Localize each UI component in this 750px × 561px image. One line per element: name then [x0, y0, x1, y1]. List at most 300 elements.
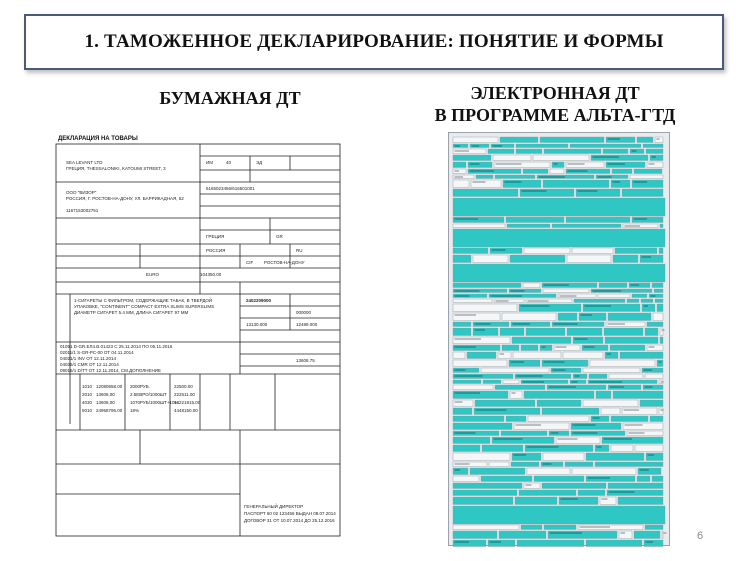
field-text: [493, 146, 503, 147]
form-field: [453, 189, 518, 197]
field-text: [542, 347, 546, 348]
form-field: [567, 328, 602, 336]
docs-line-3: 04021/1 INV ОТ 12.11.2014: [60, 356, 116, 361]
field-text: [512, 393, 516, 394]
field-text: [539, 177, 566, 178]
form-field: [453, 180, 469, 188]
form-field: [526, 328, 565, 336]
form-field: [596, 391, 611, 399]
form-field: [599, 283, 627, 288]
field-text: [593, 157, 620, 158]
field-text: [473, 182, 486, 183]
form-field: [583, 368, 640, 373]
field-text: [558, 439, 578, 440]
form-field: [516, 144, 568, 148]
form-field: [524, 248, 570, 254]
form-field: [467, 352, 496, 359]
form-field: [572, 248, 613, 254]
field-text: [455, 291, 480, 292]
field-text: [455, 177, 464, 178]
form-field: [453, 506, 665, 524]
form-field: [622, 408, 657, 415]
form-field: [501, 431, 547, 436]
form-field: [565, 462, 593, 467]
form-field: [602, 437, 663, 444]
form-field: [542, 483, 606, 489]
item-description-2: УПАКОВКЕ, "CONTINENT" COMPACT EXTRA SLIMS SUPERSLIMS: [74, 304, 215, 309]
form-field: [453, 217, 504, 223]
form-field: [510, 391, 522, 399]
form-field: [595, 462, 663, 467]
form-field: [500, 328, 524, 336]
field-text: [625, 226, 641, 227]
payment-sum: 14221915.00: [174, 400, 201, 405]
form-field: [542, 360, 588, 367]
form-field: [493, 155, 531, 161]
field-text: [505, 182, 522, 183]
form-field: [534, 476, 584, 482]
form-field: [542, 408, 599, 415]
field-text: [644, 306, 649, 307]
field-text: [613, 182, 621, 183]
field-text: [553, 370, 566, 371]
form-field: [647, 345, 663, 351]
field-text: [649, 164, 655, 165]
payment-sum: 22500.00: [174, 384, 193, 389]
form-field: [613, 391, 663, 399]
field-text: [661, 410, 664, 411]
paper-declaration-image: [50, 134, 346, 540]
field-text: [602, 499, 608, 500]
electronic-dt-heading-line2: В ПРОГРАММЕ АЛЬТА-ГТД: [434, 105, 676, 125]
item-description-1: 1-СИГАРЕТЫ С ФИЛЬТРОМ, СОДЕРЖАЩИЕ ТАБАК, В ТВЕРДОЙ: [74, 298, 213, 303]
form-field: [572, 468, 636, 475]
form-field: [533, 155, 589, 161]
form-field: [586, 453, 644, 461]
electronic-declaration-image: [448, 132, 670, 546]
field-text: [590, 382, 623, 383]
field-text: [651, 296, 656, 297]
form-field: [453, 229, 665, 247]
form-field: [634, 531, 660, 539]
field-text: [544, 285, 570, 286]
form-field: [552, 224, 621, 228]
form-field: [482, 445, 523, 452]
form-field: [524, 483, 540, 489]
field-text: [554, 324, 578, 325]
form-field: [453, 155, 491, 161]
form-field: [453, 531, 497, 539]
form-field: [453, 322, 471, 327]
decl-form: ЭД: [256, 160, 263, 165]
form-field: [586, 540, 642, 547]
form-field: [646, 149, 663, 154]
form-field: [543, 453, 584, 461]
form-field: [453, 400, 473, 407]
field-text: [608, 139, 621, 140]
docs-line-2: 02011/1 S-GR-PC-00 ОТ 04.11.2014: [60, 350, 134, 355]
form-field: [453, 423, 512, 430]
field-text: [455, 433, 476, 434]
form-field: [660, 224, 663, 228]
field-text: [551, 433, 559, 434]
form-field: [657, 360, 663, 367]
form-field: [640, 400, 663, 407]
docs-line-1: 01051 D-GR.ЕЛ4.В.01423 С 25.11.2014 ПО 05.11.2016: [60, 344, 173, 349]
field-text: [609, 492, 635, 493]
receiver-name: ООО "ВИЗОР": [66, 190, 97, 195]
field-text: [642, 257, 652, 258]
form-field: [652, 476, 663, 482]
payment-code: 5010: [82, 408, 93, 413]
item-description-3: ДИАМЕТР СИГАРЕТ 5.4 ММ, ДЛИНА СИГАРЕТ 97 ММ: [74, 310, 189, 315]
form-field: [603, 149, 628, 154]
form-field: [567, 255, 611, 263]
field-text: [455, 402, 463, 403]
footer-line-3: ДОГОВОР 31 ОТ 10.07.2014 ДО 25.12.2016: [244, 518, 335, 523]
form-field: [521, 525, 542, 530]
field-text: [598, 177, 612, 178]
field-text: [597, 447, 602, 448]
form-field: [523, 283, 540, 288]
field-text: [661, 382, 664, 383]
form-field: [632, 180, 663, 188]
payment-code: 2010: [82, 392, 93, 397]
form-field: [453, 283, 521, 288]
field-text: [455, 339, 482, 340]
field-text: [580, 527, 611, 528]
form-field: [453, 380, 481, 384]
country-from-code: GR: [276, 234, 283, 239]
form-field: [453, 483, 522, 489]
payment-base: 12080658.00: [96, 384, 123, 389]
form-field: [638, 468, 661, 475]
field-text: [455, 393, 481, 394]
form-field: [659, 248, 663, 254]
form-field: [650, 416, 663, 422]
form-field: [630, 175, 663, 179]
form-field: [632, 217, 663, 223]
docs-line-5: 09015/1 D/TT ОТ 12.11.2014, СМ.ДОПОЛНЕНИЕ: [60, 368, 161, 373]
form-field: [660, 328, 663, 336]
form-field: [507, 224, 550, 228]
form-field: [637, 137, 653, 143]
form-field: [474, 408, 540, 415]
paper-form-header: ДЕКЛАРАЦИЯ НА ТОВАРЫ: [58, 136, 138, 142]
field-text: [664, 533, 667, 534]
form-field: [524, 391, 594, 399]
form-field: [500, 137, 538, 143]
form-field: [647, 162, 663, 168]
form-field: [591, 155, 648, 161]
form-field: [606, 137, 635, 143]
form-field: [582, 345, 608, 351]
form-field: [595, 445, 609, 452]
form-field: [509, 360, 540, 367]
decl-type: ИМ: [206, 160, 213, 165]
field-text: [593, 291, 622, 292]
form-field: [520, 189, 574, 197]
field-text: [472, 146, 480, 147]
form-field: [657, 304, 663, 312]
currency: EURO: [146, 272, 160, 277]
field-text: [490, 542, 502, 543]
form-field: [559, 497, 598, 505]
form-field: [543, 289, 589, 293]
form-field: [644, 540, 663, 547]
form-field: [640, 255, 663, 263]
form-field: [611, 180, 630, 188]
form-field: [623, 423, 663, 430]
country-to: РОССИЯ: [206, 248, 226, 253]
field-text: [629, 433, 645, 434]
field-text: [550, 533, 583, 534]
form-field: [527, 468, 570, 475]
form-field: [453, 385, 493, 390]
payment-rate: 2000РУБ.: [130, 384, 150, 389]
form-field: [453, 224, 505, 228]
field-text: [607, 354, 612, 355]
sender-name: SEA LEVANT LTD: [66, 160, 103, 165]
form-field: [544, 525, 576, 530]
form-field: [652, 283, 663, 288]
field-text: [608, 164, 626, 165]
field-text: [556, 347, 567, 348]
field-text: [523, 382, 545, 383]
form-field: [502, 313, 556, 321]
form-field: [570, 144, 641, 148]
customs-value: 13608.75: [296, 358, 315, 363]
form-field: [453, 391, 508, 399]
form-field: [453, 248, 488, 254]
form-field: [519, 490, 576, 496]
form-field: [610, 345, 645, 351]
form-field: [620, 352, 663, 359]
field-text: [455, 296, 470, 297]
form-field: [574, 299, 625, 303]
field-text: [644, 370, 653, 371]
field-text: [476, 410, 507, 411]
field-text: [554, 164, 558, 165]
form-field: [453, 476, 479, 482]
field-text: [455, 370, 466, 371]
weight-gross: 13130.000: [246, 322, 268, 327]
payment-base: 13608.00: [96, 392, 115, 397]
form-field: [528, 416, 589, 422]
form-field: [453, 352, 465, 359]
field-text: [568, 171, 588, 172]
form-field: [473, 328, 498, 336]
form-field: [453, 198, 665, 216]
form-field: [550, 169, 564, 174]
field-text: [593, 418, 600, 419]
form-field: [512, 453, 541, 461]
form-field: [611, 445, 633, 452]
form-field: [453, 337, 510, 344]
form-field: [647, 322, 663, 327]
form-field: [498, 352, 511, 359]
field-text: [649, 347, 655, 348]
form-field: [481, 368, 549, 373]
field-text: [584, 347, 595, 348]
form-field: [453, 490, 517, 496]
form-field: [453, 137, 498, 143]
slide-number: 6: [697, 530, 704, 542]
form-field: [495, 385, 545, 390]
field-text: [455, 376, 483, 377]
field-text: [455, 151, 470, 152]
field-text: [631, 285, 640, 286]
form-field: [589, 374, 607, 379]
field-text: [522, 191, 547, 192]
field-text: [496, 301, 509, 302]
field-text: [514, 455, 527, 456]
form-field: [645, 328, 658, 336]
field-text: [604, 439, 633, 440]
field-text: [475, 330, 486, 331]
form-field: [654, 289, 663, 293]
form-field: [453, 525, 519, 530]
form-field: [453, 437, 490, 444]
field-text: [544, 362, 565, 363]
field-text: [511, 362, 525, 363]
form-field: [453, 313, 500, 321]
form-field: [586, 476, 635, 482]
form-field: [453, 328, 471, 336]
field-text: [578, 191, 598, 192]
slide-title: 1. ТАМОЖЕННОЕ ДЕКЛАРИРОВАНИЕ: ПОНЯТИЕ И ФОРМЫ: [84, 31, 664, 52]
payment-sum: 4448150.00: [174, 408, 198, 413]
form-field: [635, 445, 663, 452]
field-text: [634, 219, 648, 220]
form-field: [453, 468, 468, 475]
field-text: [573, 433, 598, 434]
weight-net: 12489.000: [296, 322, 318, 327]
field-text: [543, 464, 552, 465]
payment-base: 13608.00: [96, 400, 115, 405]
electronic-dt-heading-line1: ЭЛЕКТРОННАЯ ДТ: [470, 83, 640, 103]
field-text: [581, 315, 593, 316]
form-field: [591, 416, 609, 422]
form-field: [608, 483, 663, 489]
field-text: [455, 347, 477, 348]
field-text: [646, 542, 654, 543]
field-text: [621, 533, 626, 534]
receiver-ogrn: 1167153002751: [66, 208, 99, 213]
form-field: [632, 294, 647, 298]
field-text: [608, 324, 626, 325]
footer-line-1: ГЕНЕРАЛЬНЫЙ ДИРЕКТОР: [244, 504, 304, 509]
form-field: [615, 248, 657, 254]
form-field: [475, 400, 535, 407]
form-field: [453, 345, 500, 351]
delivery-terms: CIF: [246, 260, 254, 265]
field-text: [645, 387, 653, 388]
field-text: [568, 164, 585, 165]
form-field: [601, 408, 620, 415]
form-field: [605, 352, 618, 359]
field-text: [585, 306, 612, 307]
form-field: [548, 531, 617, 539]
form-field: [650, 155, 663, 161]
payment-code: 4030: [82, 400, 93, 405]
form-field: [606, 162, 645, 168]
form-field: [453, 162, 466, 168]
decl-type-code: 40: [226, 160, 232, 165]
form-field: [641, 299, 653, 303]
field-text: [625, 425, 643, 426]
field-text: [527, 447, 559, 448]
country-from: ГРЕЦИЯ: [206, 234, 225, 239]
form-field: [552, 162, 564, 168]
form-field: [583, 400, 638, 407]
form-field: [540, 345, 552, 351]
form-field: [598, 294, 630, 298]
form-field: [613, 255, 638, 263]
sender-address: ГРЕЦИЯ, THESSALONIKI, KATOUMI STREET, 3: [66, 166, 166, 171]
form-field: [503, 180, 541, 188]
form-field: [645, 374, 663, 379]
form-field: [540, 137, 604, 143]
field-text: [610, 387, 625, 388]
form-field: [453, 445, 480, 452]
form-field: [490, 248, 522, 254]
form-field: [578, 490, 605, 496]
paper-dt-heading: БУМАЖНАЯ ДТ: [159, 88, 301, 108]
field-text: [528, 301, 549, 302]
form-field: [525, 445, 593, 452]
electronic-form-fields: [449, 133, 671, 547]
field-text: [455, 171, 460, 172]
form-field: [453, 453, 510, 461]
form-field: [453, 540, 486, 547]
form-field: [483, 380, 501, 384]
docs-line-4: 04025/1 CMR ОТ 12.11.2014: [60, 362, 119, 367]
form-field: [619, 531, 632, 539]
field-text: [455, 146, 461, 147]
form-field: [543, 180, 609, 188]
form-field: [516, 149, 542, 154]
form-field: [453, 304, 517, 312]
form-field: [453, 264, 665, 282]
form-field: [506, 217, 564, 223]
field-text: [624, 410, 640, 411]
form-field: [627, 299, 639, 303]
field-text: [526, 485, 532, 486]
form-field: [566, 162, 604, 168]
field-text: [455, 542, 470, 543]
form-field: [515, 497, 557, 505]
form-field: [579, 313, 606, 321]
form-field: [473, 255, 508, 263]
field-text: [634, 182, 648, 183]
field-text: [573, 425, 596, 426]
form-field: [494, 162, 550, 168]
field-text: [475, 324, 491, 325]
form-field: [571, 423, 621, 430]
form-field: [662, 531, 663, 539]
quota: 000000: [296, 310, 312, 315]
form-field: [558, 313, 577, 321]
field-text: [659, 362, 662, 363]
payment-rate: 2.5ЕВРО/1000ШТ: [130, 392, 167, 397]
form-field: [612, 169, 632, 174]
form-field: [453, 497, 513, 505]
form-field: [514, 423, 569, 430]
footer-line-2: ПАСПОРТ 60 02 123456 ВЫДАН 08.07.2014: [244, 511, 336, 516]
form-field: [519, 304, 581, 312]
slide-title-box: [24, 14, 724, 70]
